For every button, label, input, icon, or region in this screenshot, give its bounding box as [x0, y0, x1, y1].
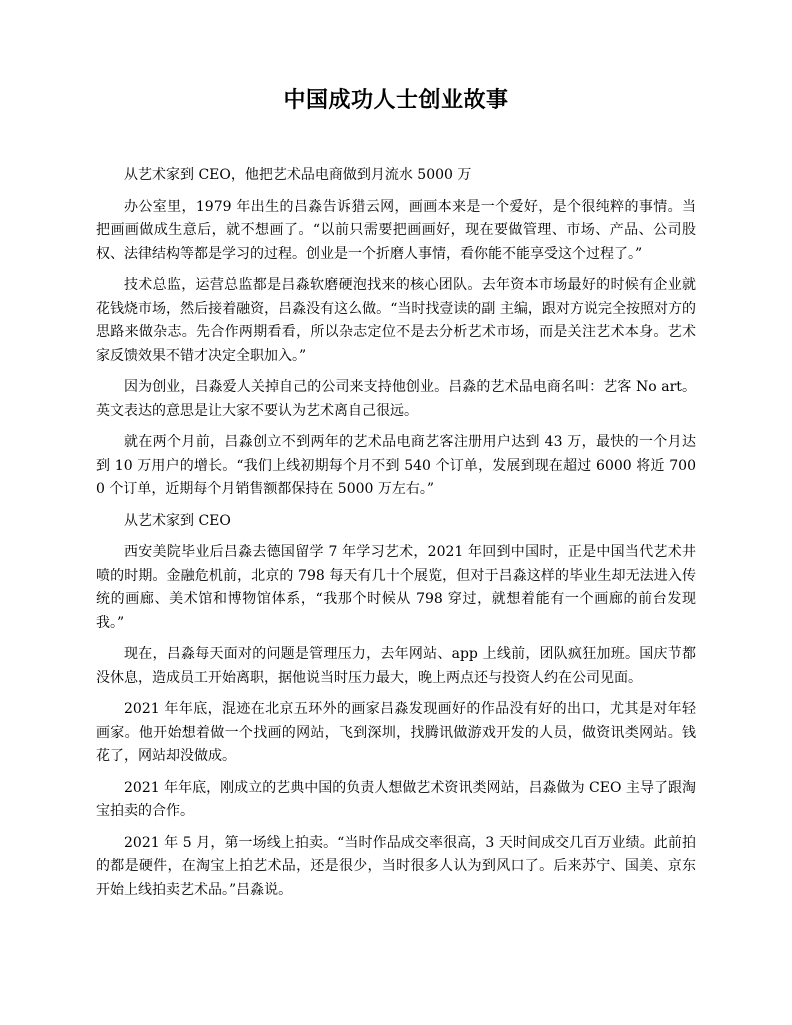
paragraph-subheading: 从艺术家到 CEO [124, 512, 231, 529]
paragraph: 因为创业，吕淼爱人关掉自己的公司来支持他创业。吕淼的艺术品电商名叫：艺客 No art。英文表达的意思是让大家不要认为艺术离自己很远。 [96, 379, 696, 419]
paragraph: 西安美院毕业后吕淼去德国留学 7 年学习艺术，2021 年回到中国时，正是中国当代艺术井喷的时期。金融危机前，北京的 798 每天有几十个展览，但对于吕淼这样的毕业生却无法进入传统的画廊、美术馆和博物馆体系，“我那个时候从 798 穿过，就想着能有一个画廊的前台发现我。” [96, 544, 696, 631]
paragraph-subtitle: 从艺术家到 CEO，他把艺术品电商做到月流水 5000 万 [124, 167, 472, 183]
document-body [96, 164, 696, 902]
paragraph: 2021 年 5 月，第一场线上拍卖。“当时作品成交率很高，3 天时间成交几百万业绩。此前拍的都是硬件，在淘宝上拍艺术品，还是很少，当时很多人认为到风口了。后来苏宁、国美、京东开始上线拍卖艺术品。”吕淼说。 [96, 834, 696, 898]
document-title: 中国成功人士创业故事 [283, 88, 509, 113]
paragraph: 办公室里，1979 年出生的吕淼告诉猎云网，画画本来是一个爱好，是个很纯粹的事情。当把画画做成生意后，就不想画了。“以前只需要把画画好，现在要做管理、市场、产品、公司股权、法律结构等都是学习的过程。创业是一个折磨人事情，看你能不能享受这个过程了。” [96, 198, 696, 262]
paragraph: 技术总监，运营总监都是吕淼软磨硬泡找来的核心团队。去年资本市场最好的时候有企业就花钱烧市场，然后接着融资，吕淼没有这么做。“当时找壹读的副 主编，跟对方说完全按照对方的思路来做杂志。先合作两期看看，所以杂志定位不是去分析艺术市场，而是关注艺术本身。艺术家反馈效果不错才决定全职加入。” [96, 277, 696, 364]
paragraph: 2021 年年底，刚成立的艺典中国的负责人想做艺术资讯类网站，吕淼做为 CEO 主导了跟淘宝拍卖的合作。 [96, 779, 696, 819]
paragraph: 就在两个月前，吕淼创立不到两年的艺术品电商艺客注册用户达到 43 万，最快的一个月达到 10 万用户的增长。“我们上线初期每个月不到 540 个订单，发展到现在超过 6000 将近 7000 个订单，近期每个月销售额都保持在 5000 万左右。” [96, 434, 696, 497]
paragraph: 2021 年年底，混迹在北京五环外的画家吕淼发现画好的作品没有好的出口，尤其是对年轻画家。他开始想着做一个找画的网站，飞到深圳，找腾讯做游戏开发的人员，做资讯类网站。钱花了，网站却没做成。 [96, 701, 696, 764]
paragraph: 现在，吕淼每天面对的问题是管理压力，去年网站、app 上线前，团队疯狂加班。国庆节都没休息，造成员工开始离职，据他说当时压力最大，晚上两点还与投资人约在公司见面。 [96, 646, 696, 686]
